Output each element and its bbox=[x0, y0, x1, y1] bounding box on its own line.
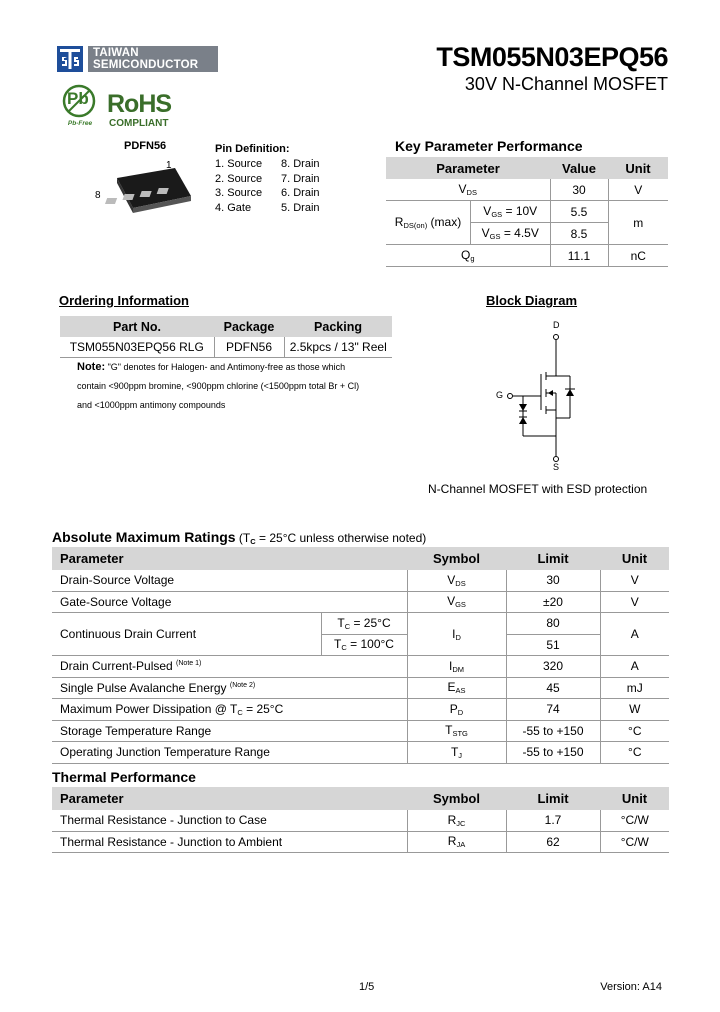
amr-title: Absolute Maximum Ratings ($T_C = 25^\circ C$ unless otherwise noted) bbox=[52, 529, 427, 546]
unit-cell: mJ bbox=[600, 677, 669, 699]
condition-cell: $T_C = 100^\circ C$ bbox=[321, 634, 407, 656]
limit-cell: 80 bbox=[506, 613, 600, 635]
table-row bbox=[52, 720, 669, 742]
thermal-title: Thermal Performance bbox=[52, 769, 196, 785]
ordering-note bbox=[77, 358, 407, 415]
pin-item: 5. Drain bbox=[281, 201, 320, 214]
symbol-cell: $T_{STG}$ bbox=[407, 720, 506, 742]
header-value: Value bbox=[550, 157, 608, 179]
rohs-logo: RoHS bbox=[107, 90, 172, 118]
pin-list-left bbox=[215, 157, 262, 215]
table-row bbox=[52, 831, 669, 853]
param-rds: $R_{DS(on)}$ (max) bbox=[386, 201, 471, 245]
source-label: S bbox=[553, 462, 560, 472]
pin-item: 1. Source bbox=[215, 158, 263, 170]
unit-qg: nC bbox=[608, 245, 668, 267]
param-cell: Storage Temperature Range bbox=[52, 720, 407, 742]
unit-cell: °C bbox=[600, 720, 669, 742]
value-qg: 11.1 bbox=[550, 245, 608, 267]
package-drawing-icon bbox=[95, 160, 195, 220]
header-limit: Limit bbox=[506, 787, 600, 810]
cell-part-no: TSM055N03EPQ56 RLG bbox=[60, 337, 214, 358]
param-cell: Drain Current-Pulsed $^{(Note 1)}$ bbox=[52, 656, 407, 678]
cond-vgs-10: $V_{GS} = 10V$ bbox=[471, 201, 551, 223]
param-cell: Operating Junction Temperature Range bbox=[52, 742, 407, 764]
pin1-marker: 1 bbox=[166, 160, 172, 171]
limit-cell: 1.7 bbox=[506, 810, 600, 831]
pin-item: 6. Drain bbox=[281, 187, 320, 199]
part-number-title: TSM055N03EPQ56 bbox=[436, 42, 668, 72]
param-cell: Continuous Drain Current bbox=[52, 613, 321, 656]
pin-item: 8. Drain bbox=[281, 158, 320, 170]
header-unit: Unit bbox=[608, 157, 668, 179]
unit-cell: A bbox=[600, 613, 669, 656]
package-label: PDFN56 bbox=[124, 140, 167, 152]
table-row bbox=[52, 570, 669, 591]
unit-cell: A bbox=[600, 656, 669, 678]
param-cell: Thermal Resistance - Junction to Ambient bbox=[52, 831, 407, 853]
amr-table bbox=[52, 547, 669, 764]
pin-item: 7. Drain bbox=[281, 172, 320, 185]
product-subtitle: 30V N-Channel MOSFET bbox=[464, 74, 668, 94]
header-symbol: Symbol bbox=[407, 547, 506, 570]
table-row bbox=[52, 810, 669, 831]
thermal-table bbox=[52, 787, 669, 853]
limit-cell: -55 to +150 bbox=[506, 742, 600, 764]
key-parameter-table bbox=[386, 157, 668, 267]
header-limit: Limit bbox=[506, 547, 600, 570]
limit-cell: 51 bbox=[506, 634, 600, 656]
table-header-row bbox=[52, 787, 669, 810]
note-line2: contain <900ppm bromine, <900ppm chlorine (<1500ppm total Br + Cl) bbox=[77, 381, 360, 391]
note-line1: "G" denotes for Halogen- and Antimony-free as those which bbox=[105, 362, 346, 372]
table-header-row bbox=[60, 316, 392, 337]
table-row bbox=[386, 245, 668, 267]
symbol-cell: $E_{AS}$ bbox=[407, 677, 506, 699]
pin-list-right bbox=[281, 157, 320, 215]
param-qg: $Q_g$ bbox=[386, 245, 550, 267]
header-unit: Unit bbox=[600, 787, 669, 810]
unit-cell: V bbox=[600, 570, 669, 591]
unit-cell: °C bbox=[600, 742, 669, 764]
value-rds-10: 5.5 bbox=[550, 201, 608, 223]
cell-package: PDFN56 bbox=[214, 337, 284, 358]
block-diagram-title: Block Diagram bbox=[486, 293, 578, 308]
symbol-cell: $V_{GS}$ bbox=[407, 591, 506, 613]
version-label: Version: A14 bbox=[600, 981, 662, 993]
header-part-no: Part No. bbox=[60, 316, 214, 337]
condition-cell: $T_C = 25^\circ C$ bbox=[321, 613, 407, 635]
note-line3: and <1000ppm antimony compounds bbox=[77, 400, 226, 410]
gate-label: G bbox=[496, 390, 504, 400]
table-row bbox=[52, 677, 669, 699]
header-parameter: Parameter bbox=[52, 787, 407, 810]
unit-cell: W bbox=[600, 699, 669, 721]
symbol-cell: $I_{DM}$ bbox=[407, 656, 506, 678]
header-parameter: Parameter bbox=[386, 157, 550, 179]
pin-item: 3. Source bbox=[215, 187, 263, 199]
company-line2: SEMICONDUCTOR bbox=[93, 59, 199, 71]
limit-cell: -55 to +150 bbox=[506, 720, 600, 742]
unit-rds: m bbox=[608, 201, 668, 245]
rohs-compliant-label: COMPLIANT bbox=[109, 118, 169, 129]
table-row bbox=[52, 613, 669, 635]
pin-definition-title: Pin Definition: bbox=[215, 143, 290, 155]
limit-cell: 30 bbox=[506, 570, 600, 591]
page-number: 1/5 bbox=[359, 981, 375, 993]
symbol-cell: $P_D$ bbox=[407, 699, 506, 721]
symbol-cell: $T_J$ bbox=[407, 742, 506, 764]
symbol-cell: $I_D$ bbox=[407, 613, 506, 656]
note-label: Note: bbox=[77, 361, 106, 373]
block-diagram-caption: N-Channel MOSFET with ESD protection bbox=[428, 482, 648, 496]
value-vds: 30 bbox=[550, 179, 608, 201]
param-cell: Drain-Source Voltage bbox=[52, 570, 407, 591]
company-line1: TAIWAN bbox=[93, 47, 139, 59]
limit-cell: 320 bbox=[506, 656, 600, 678]
unit-cell: V bbox=[600, 591, 669, 613]
unit-cell: °C/W bbox=[600, 810, 669, 831]
cond-vgs-45: $V_{GS} = 4.5V$ bbox=[471, 223, 551, 245]
header-unit: Unit bbox=[600, 547, 669, 570]
table-row bbox=[52, 591, 669, 613]
header-symbol: Symbol bbox=[407, 787, 506, 810]
header-package: Package bbox=[214, 316, 284, 337]
cell-packing: 2.5kpcs / 13" Reel bbox=[284, 337, 392, 358]
pin8-marker: 8 bbox=[95, 190, 101, 201]
ordering-table bbox=[60, 316, 392, 358]
unit-cell: °C/W bbox=[600, 831, 669, 853]
ts-logo-icon bbox=[57, 46, 83, 72]
table-row bbox=[60, 337, 392, 358]
limit-cell: ±20 bbox=[506, 591, 600, 613]
table-row bbox=[52, 699, 669, 721]
table-row bbox=[52, 742, 669, 764]
value-rds-45: 8.5 bbox=[550, 223, 608, 245]
table-header-row bbox=[386, 157, 668, 179]
limit-cell: 45 bbox=[506, 677, 600, 699]
header-parameter: Parameter bbox=[52, 547, 407, 570]
param-cell: Gate-Source Voltage bbox=[52, 591, 407, 613]
symbol-cell: $V_{DS}$ bbox=[407, 570, 506, 591]
param-cell: Thermal Resistance - Junction to Case bbox=[52, 810, 407, 831]
table-row bbox=[386, 179, 668, 201]
pin-item: 4. Gate bbox=[215, 201, 252, 214]
limit-cell: 74 bbox=[506, 699, 600, 721]
symbol-cell: $R_{JA}$ bbox=[407, 831, 506, 853]
drain-label: D bbox=[553, 320, 560, 330]
pin-item: 2. Source bbox=[215, 172, 263, 185]
company-name bbox=[88, 46, 218, 72]
param-cell: Maximum Power Dissipation @ $T_C = 25^\circ C$ bbox=[52, 699, 407, 721]
pb-symbol: Pb bbox=[67, 89, 89, 108]
pb-free-label: Pb-Free bbox=[67, 120, 93, 127]
table-row bbox=[386, 201, 668, 223]
mosfet-schematic-icon bbox=[488, 318, 598, 473]
key-parameter-title: Key Parameter Performance bbox=[395, 138, 583, 154]
unit-vds: V bbox=[608, 179, 668, 201]
param-vds: $V_{DS}$ bbox=[386, 179, 550, 201]
symbol-cell: $R_{JC}$ bbox=[407, 810, 506, 831]
ordering-title: Ordering Information bbox=[59, 293, 189, 308]
table-header-row bbox=[52, 547, 669, 570]
param-cell: Single Pulse Avalanche Energy $^{(Note 2)}$ bbox=[52, 677, 407, 699]
header-packing: Packing bbox=[284, 316, 392, 337]
limit-cell: 62 bbox=[506, 831, 600, 853]
table-row bbox=[52, 656, 669, 678]
